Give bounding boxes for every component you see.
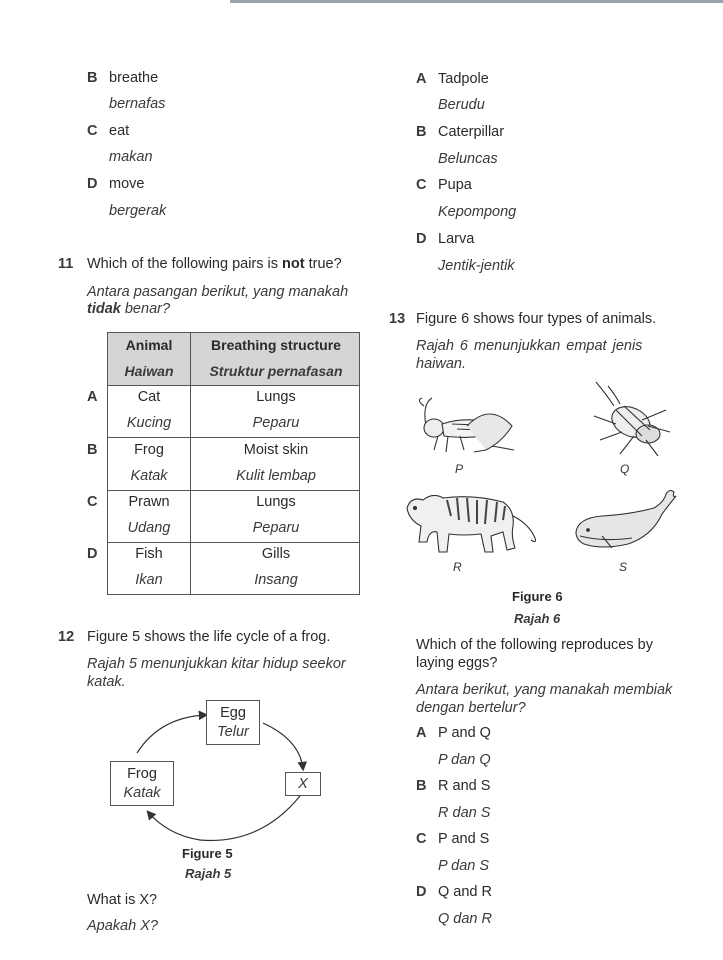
header-animal: Animal <box>125 337 173 353</box>
option-en: Larva <box>438 231 475 247</box>
option-en: P and Q <box>438 725 491 741</box>
cell-animal: Frog <box>134 442 164 458</box>
option-ms: P dan Q <box>438 752 491 768</box>
figure-caption-ms: Rajah 5 <box>185 866 232 881</box>
question-text-en: Figure 5 shows the life cycle of a frog. <box>87 629 331 645</box>
cell-structure: Gills <box>261 546 291 562</box>
option-ms: Kepompong <box>438 204 517 220</box>
x-label: X <box>298 776 308 792</box>
cell-animal: Prawn <box>128 494 170 510</box>
cycle-frog-box <box>110 761 174 806</box>
option-en: breathe <box>109 70 159 86</box>
question-text-ms: Rajah 5 menunjukkan kitar hidup seekor <box>87 656 346 672</box>
cell-animal-ms: Ikan <box>135 572 163 588</box>
option-ms: Beluncas <box>438 151 498 167</box>
frog-label-ms: Katak <box>123 785 161 801</box>
option-ms: makan <box>109 149 153 165</box>
header-structure-ms: Struktur pernafasan <box>209 363 343 379</box>
animal-label: R <box>453 560 462 574</box>
figure-caption: Figure 5 <box>182 846 233 861</box>
option-ms: R dan S <box>438 805 491 821</box>
cycle-x-box <box>285 772 321 796</box>
header-structure: Breathing structure <box>211 337 341 353</box>
option-en: Tadpole <box>438 71 489 87</box>
breathing-table <box>107 332 360 595</box>
question-text-ms: haiwan. <box>416 356 466 372</box>
ask-text-en: What is X? <box>87 892 158 908</box>
option-en: P and S <box>438 831 490 847</box>
option-en: move <box>109 176 145 192</box>
ask-text-en: Which of the following reproduces by <box>416 637 653 653</box>
option-en: Pupa <box>438 177 472 193</box>
cell-structure-ms: Peparu <box>252 415 300 431</box>
ask-text-ms: Antara berikut, yang manakah membiak <box>416 682 673 698</box>
option-letter: C <box>87 123 98 139</box>
cell-animal-ms: Katak <box>130 468 168 484</box>
option-letter: B <box>87 70 98 86</box>
question-text-en: Which of the following pairs is not true? <box>87 256 342 272</box>
option-ms: Berudu <box>438 97 485 113</box>
tiger-icon <box>403 486 541 556</box>
question-text-ms: Rajah 6 menunjukkan empat jenis <box>416 338 643 354</box>
egg-label-ms: Telur <box>217 724 249 740</box>
question-number: 12 <box>58 629 75 645</box>
ask-text-en: laying eggs? <box>416 655 498 671</box>
option-letter: B <box>416 124 427 140</box>
row-letter: C <box>87 494 98 510</box>
option-letter: A <box>416 725 427 741</box>
header-animal-ms: Haiwan <box>124 363 174 379</box>
animal-label: S <box>619 560 628 574</box>
page-edge-line <box>230 0 723 3</box>
cell-animal-ms: Kucing <box>126 415 172 431</box>
option-letter: D <box>416 231 427 247</box>
figure-caption-ms: Rajah 6 <box>514 611 561 626</box>
question-number: 13 <box>389 311 406 327</box>
ask-text-ms: Apakah X? <box>87 918 158 934</box>
option-letter: D <box>416 884 427 900</box>
option-ms: bernafas <box>109 96 166 112</box>
row-letter: D <box>87 546 98 562</box>
whale-icon <box>572 486 680 552</box>
option-letter: B <box>416 778 427 794</box>
cockroach-icon <box>586 380 672 460</box>
frog-label: Frog <box>127 766 157 782</box>
option-en: Q and R <box>438 884 492 900</box>
figure-caption: Figure 6 <box>512 589 563 604</box>
cell-structure: Moist skin <box>243 442 309 458</box>
option-ms: bergerak <box>109 203 167 219</box>
cell-structure-ms: Kulit lembap <box>236 468 316 484</box>
row-letter: B <box>87 442 98 458</box>
question-text-ms: Antara pasangan berikut, yang manakah <box>87 284 349 300</box>
option-ms: Jentik-jentik <box>438 258 515 274</box>
option-ms: Q dan R <box>438 911 492 927</box>
row-letter: A <box>87 389 98 405</box>
question-number: 11 <box>58 256 74 272</box>
option-letter: C <box>416 831 427 847</box>
cell-structure-ms: Peparu <box>252 520 300 536</box>
option-letter: D <box>87 176 98 192</box>
ask-text-ms: dengan bertelur? <box>416 700 526 716</box>
cell-structure: Lungs <box>256 389 296 405</box>
cell-animal: Cat <box>137 389 161 405</box>
cell-animal: Fish <box>135 546 163 562</box>
grasshopper-icon <box>412 396 520 458</box>
option-en: R and S <box>438 778 491 794</box>
option-letter: A <box>416 71 427 87</box>
option-en: Caterpillar <box>438 124 505 140</box>
question-text-ms: katak. <box>87 674 126 690</box>
animal-label: Q <box>620 462 630 476</box>
option-ms: P dan S <box>438 858 490 874</box>
question-text-ms: tidak benar? <box>87 301 171 317</box>
option-en: eat <box>109 123 130 139</box>
cell-animal-ms: Udang <box>127 520 171 536</box>
animal-label: P <box>455 462 464 476</box>
cell-structure: Lungs <box>256 494 296 510</box>
question-text-en: Figure 6 shows four types of animals. <box>416 311 657 327</box>
cell-structure-ms: Insang <box>254 572 298 588</box>
option-letter: C <box>416 177 427 193</box>
cycle-egg-box <box>206 700 260 745</box>
egg-label: Egg <box>220 705 246 721</box>
